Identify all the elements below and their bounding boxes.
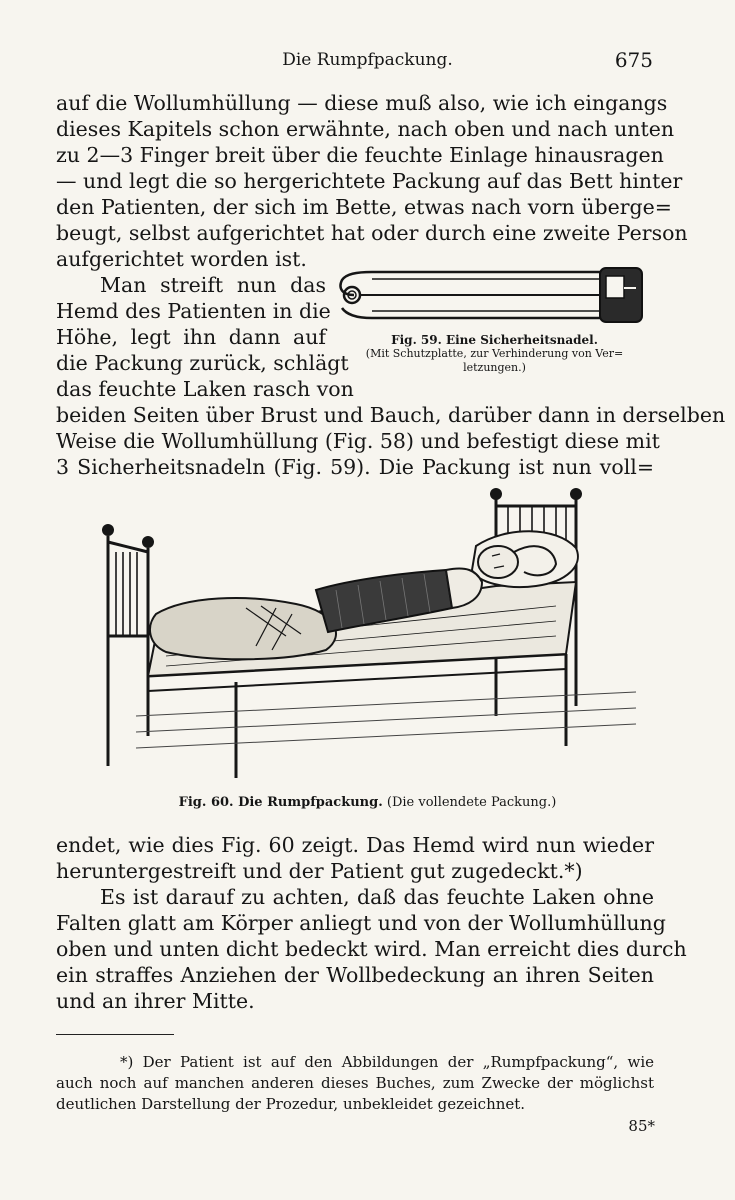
footnote-line: auch noch auf manchen anderen dieses Buches, zum Zwecke der möglichst: [56, 1074, 654, 1092]
bed-packing-illustration: [96, 486, 656, 786]
text-line: Falten glatt am Körper anliegt und von der Wollumhüllung: [56, 911, 666, 935]
text-line: Höhe, legt ihn dann auf: [56, 325, 326, 349]
text-line: auf die Wollumhüllung — diese muß also, wie ich eingangs: [56, 91, 668, 115]
text-line: heruntergestreift und der Patient gut zugedeckt.*): [56, 859, 583, 883]
footnote-line: *) Der Patient ist auf den Abbildungen der „Rumpfpackung“, wie: [120, 1053, 654, 1071]
fig59-note-line: letzungen.): [463, 361, 526, 374]
fig60-caption: [0, 795, 735, 810]
fig60-title: Fig. 60. Die Rumpfpackung.: [178, 795, 383, 810]
fig59-title: Fig. 59. Eine Sicherheitsnadel.: [391, 333, 598, 347]
text-line: Es ist darauf zu achten, daß das feuchte Laken ohne: [100, 885, 654, 909]
text-line: das feuchte Laken rasch von: [56, 377, 354, 401]
fig59-note-line: (Mit Schutzplatte, zur Verhinderung von Ver=: [365, 347, 624, 360]
page-number: 675: [614, 48, 653, 72]
text-line: den Patienten, der sich im Bette, etwas nach vorn überge=: [56, 195, 672, 219]
text-line: ein straffes Anziehen der Wollbedeckung an ihren Seiten: [56, 963, 654, 987]
fig60-note: (Die vollendete Packung.): [386, 795, 557, 810]
text-line: — und legt die so hergerichtete Packung auf das Bett hinter: [56, 169, 683, 193]
text-line: aufgerichtet worden ist.: [56, 247, 307, 271]
running-head: Die Rumpfpackung.: [282, 50, 453, 70]
text-line: 3 Sicherheitsnadeln (Fig. 59). Die Packung ist nun voll=: [56, 455, 654, 479]
text-line: Weise die Wollumhüllung (Fig. 58) und befestigt diese mit: [56, 429, 660, 453]
text-line: Hemd des Patienten in die: [56, 299, 331, 323]
signature-mark: 85*: [628, 1117, 655, 1135]
fig59-caption: [332, 333, 657, 375]
text-line: beugt, selbst aufgerichtet hat oder durch eine zweite Person: [56, 221, 688, 245]
safety-pin-illustration: [332, 262, 657, 328]
text-line: beiden Seiten über Brust und Bauch, darüber dann in derselben: [56, 403, 726, 427]
page-header: [0, 44, 735, 74]
text-line: die Packung zurück, schlägt: [56, 351, 349, 375]
footnote-line: deutlichen Darstellung der Prozedur, unbekleidet gezeichnet.: [56, 1095, 526, 1113]
text-line: dieses Kapitels schon erwähnte, nach oben und nach unten: [56, 117, 675, 141]
footnote-divider: [56, 1034, 174, 1035]
text-line: oben und unten dicht bedeckt wird. Man erreicht dies durch: [56, 937, 687, 961]
text-line: und an ihrer Mitte.: [56, 989, 255, 1013]
text-line: zu 2—3 Finger breit über die feuchte Einlage hinausragen: [56, 143, 664, 167]
text-line: endet, wie dies Fig. 60 zeigt. Das Hemd wird nun wieder: [56, 833, 654, 857]
text-line: Man streift nun das: [100, 273, 326, 297]
